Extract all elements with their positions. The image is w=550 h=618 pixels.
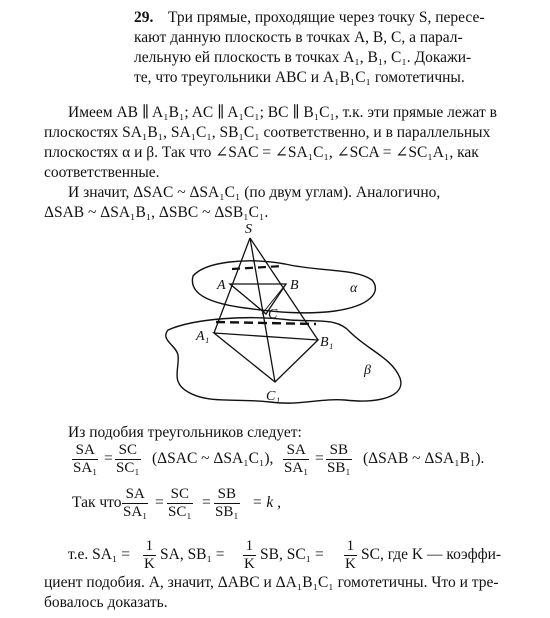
problem-line-3: лельную ей плоскость в точках A₁, B₁, C₁. Докажи- <box>134 49 472 66</box>
fraction-SA-SA1 <box>72 442 98 477</box>
fraction-numerator: SA <box>286 442 306 458</box>
fraction-denominator: SC₁ <box>116 460 140 476</box>
fraction-numerator: 1 <box>245 538 254 554</box>
solution-line-3: плоскостях α и β. Так что ∠SAC = ∠SA₁C₁, ∠SCA = ∠SC₁A₁, как <box>44 144 479 161</box>
fraction-numerator: 1 <box>145 538 154 554</box>
label-S: S <box>245 222 252 237</box>
similarity-SAB: (ΔSAB ~ ΔSA₁B₁). <box>363 450 485 467</box>
conclusion-line-last-1: циент подобия. А, значит, ΔABC и ΔA₁B₁C₁ гомотетичны. Что и тре- <box>44 574 499 591</box>
fraction-numerator: SC <box>170 486 189 502</box>
fraction-1-K-3 <box>344 538 357 573</box>
solution-line-5: И значит, ΔSAC ~ ΔSA₁C₁ (по двум углам). Аналогично, <box>68 184 441 201</box>
equals-sign: = <box>155 494 164 511</box>
solution-line-4: соответственные. <box>44 164 160 181</box>
triangle-A1B1C1 <box>214 333 318 382</box>
solution-line-2: плоскостях SA₁B₁, SA₁C₁, SB₁C₁ соответственно, и в параллельных <box>44 124 491 141</box>
label-C1: C₁ <box>266 389 281 404</box>
fraction-denominator: SA₁ <box>123 504 148 520</box>
fraction-SB-SB1-2 <box>214 486 240 521</box>
solution-line-6: ΔSAB ~ ΔSA₁B₁, ΔSBC ~ ΔSB₁C₁. <box>44 204 269 221</box>
conclusion-line-last-2: бовалось доказать. <box>44 594 168 611</box>
fraction-numerator: 1 <box>346 538 355 554</box>
dashed-edge-beta <box>216 322 316 324</box>
equals-sign: = <box>202 494 211 511</box>
label-B: B <box>290 278 299 293</box>
ie-text-mid-2: SB, SC₁ = <box>260 546 324 563</box>
ie-text-start: т.е. SA₁ = <box>68 546 130 563</box>
label-beta: β <box>364 363 371 378</box>
fraction-numerator: SA <box>75 442 95 458</box>
problem-line-2: кают данную плоскость в точках A, B, C, а парал- <box>134 29 463 46</box>
conclusion-intro: Из подобия треугольников следует: <box>68 424 302 441</box>
fraction-SB-SB1 <box>326 442 352 477</box>
problem-number: 29. <box>134 9 154 26</box>
fraction-denominator: SB₁ <box>215 504 239 520</box>
fraction-denominator: SC₁ <box>168 504 192 520</box>
fraction-denominator: SA₁ <box>73 460 98 476</box>
fraction-numerator: SC <box>118 442 137 458</box>
fraction-1-K-1 <box>143 538 156 573</box>
label-alpha: α <box>350 281 358 296</box>
ie-text-end: SC, где K — коэффи- <box>361 546 502 563</box>
similarity-SAC: (ΔSAC ~ ΔSA₁C₁), <box>152 450 274 467</box>
fraction-SA-SA1-2 <box>283 442 309 477</box>
fraction-denominator: SB₁ <box>327 460 351 476</box>
so-label: Так что <box>72 494 122 511</box>
solution-line-1: Имеем AB ∥ A₁B₁; AC ∥ A₁C₁; BC ∥ B₁C₁, т.к. эти прямые лежат в <box>68 104 497 121</box>
line-S-B1 <box>250 238 318 340</box>
fraction-SC-SC1 <box>115 442 141 477</box>
fraction-denominator: SA₁ <box>284 460 309 476</box>
equals-sign: = <box>315 450 324 467</box>
label-C: C <box>268 307 278 322</box>
fraction-numerator: SA <box>125 486 145 502</box>
fraction-SC-SC1-2 <box>167 486 193 521</box>
problem-line-4: те, что треугольники ABC и A₁B₁C₁ гомотетичны. <box>134 69 465 86</box>
fraction-denominator: K <box>144 556 155 572</box>
equals-k: = k , <box>252 494 281 511</box>
ie-text-mid-1: SA, SB₁ = <box>160 546 225 563</box>
fraction-denominator: K <box>345 556 356 572</box>
label-A: A <box>217 278 226 293</box>
label-A1: A₁ <box>196 329 210 344</box>
fraction-1-K-2 <box>243 538 256 573</box>
fraction-denominator: K <box>244 556 255 572</box>
fraction-SA-SA1-3 <box>122 486 148 521</box>
label-B1: B₁ <box>320 335 334 350</box>
equals-sign: = <box>104 450 113 467</box>
fraction-numerator: SB <box>329 442 348 458</box>
fraction-numerator: SB <box>217 486 236 502</box>
problem-line-1: Три прямые, проходящие через точку S, пересе- <box>168 9 485 26</box>
